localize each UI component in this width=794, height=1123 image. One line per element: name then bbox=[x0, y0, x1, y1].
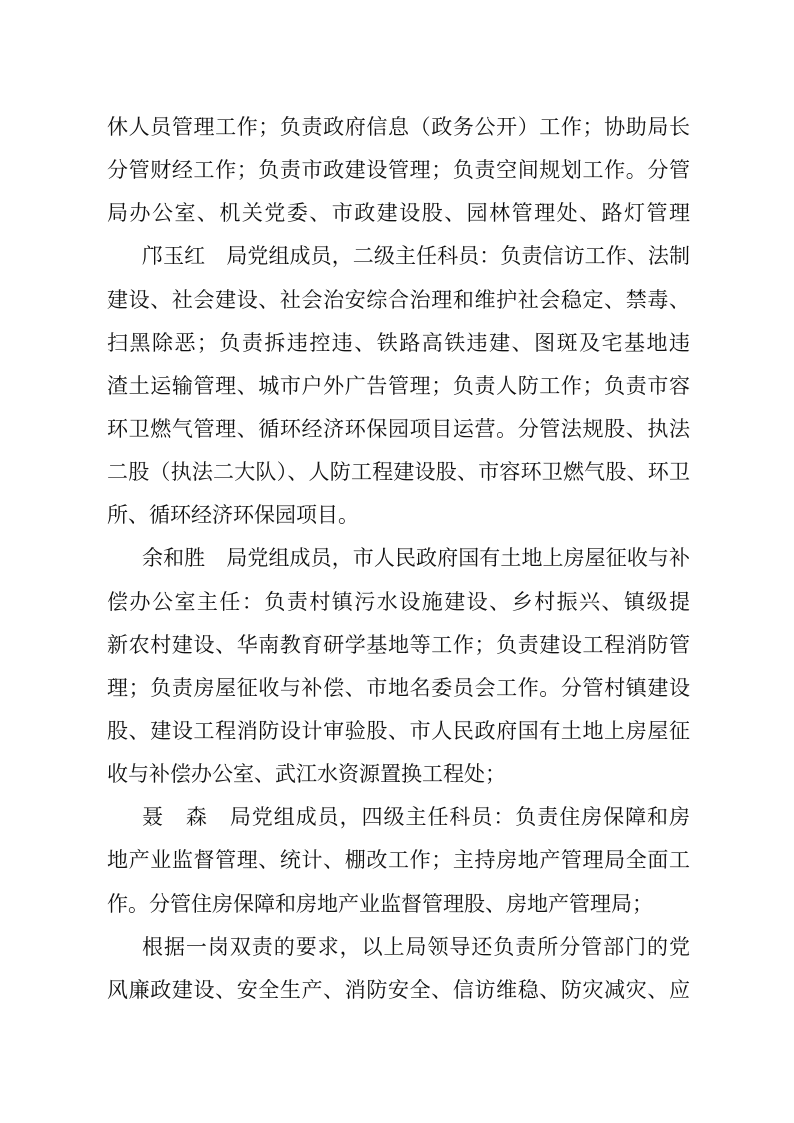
document-page bbox=[107, 106, 690, 1012]
text-line: 建设、社会建设、社会治安综合治理和维护社会稳定、禁毒、 bbox=[107, 287, 690, 312]
text-line: 渣土运输管理、城市户外广告管理；负责人防工作；负责市容 bbox=[107, 373, 690, 398]
text-line: 分管财经工作；负责市政建设管理；负责空间规划工作。分管 bbox=[107, 158, 690, 183]
paragraph-yu-hesheng bbox=[107, 537, 690, 796]
text-line: 新农村建设、华南教育研学基地等工作；负责建设工程消防管 bbox=[107, 632, 690, 657]
paragraph-continuation bbox=[107, 106, 690, 235]
text-line: 风廉政建设、安全生产、消防安全、信访维稳、防灾减灾、应 bbox=[107, 977, 690, 1002]
text-line: 局办公室、机关党委、市政建设股、园林管理处、路灯管理 bbox=[107, 201, 690, 226]
text-line: 偿办公室主任：负责村镇污水设施建设、乡村振兴、镇级提 bbox=[107, 589, 690, 614]
text-line: 聂 森 局党组成员，四级主任科员：负责住房保障和房 bbox=[142, 805, 690, 830]
paragraph-nie-sen bbox=[107, 796, 690, 925]
paragraph-kuang-yuhong bbox=[107, 235, 690, 537]
text-line: 股、建设工程消防设计审验股、市人民政府国有土地上房屋征 bbox=[107, 718, 690, 743]
text-line: 休人员管理工作；负责政府信息（政务公开）工作；协助局长 bbox=[107, 115, 690, 139]
text-line: 邝玉红 局党组成员，二级主任科员：负责信访工作、法制 bbox=[142, 244, 690, 269]
text-line: 所、循环经济环保园项目。 bbox=[107, 503, 359, 528]
paragraph-responsibilities bbox=[107, 926, 690, 1012]
text-line: 理；负责房屋征收与补偿、市地名委员会工作。分管村镇建设 bbox=[107, 675, 690, 700]
text-line: 余和胜 局党组成员，市人民政府国有土地上房屋征收与补 bbox=[142, 546, 690, 571]
text-line: 二股（执法二大队）、人防工程建设股、市容环卫燃气股、环卫 bbox=[107, 460, 690, 485]
text-line: 收与补偿办公室、武江水资源置换工程处； bbox=[107, 762, 506, 787]
text-line: 作。分管住房保障和房地产业监督管理股、房地产管理局； bbox=[107, 891, 653, 916]
text-line: 根据一岗双责的要求，以上局领导还负责所分管部门的党 bbox=[142, 934, 690, 959]
text-line: 地产业监督管理、统计、棚改工作；主持房地产管理局全面工 bbox=[107, 848, 690, 873]
text-line: 扫黑除恶；负责拆违控违、铁路高铁违建、图斑及宅基地违 bbox=[107, 330, 690, 355]
text-line: 环卫燃气管理、循环经济环保园项目运营。分管法规股、执法 bbox=[107, 416, 690, 441]
